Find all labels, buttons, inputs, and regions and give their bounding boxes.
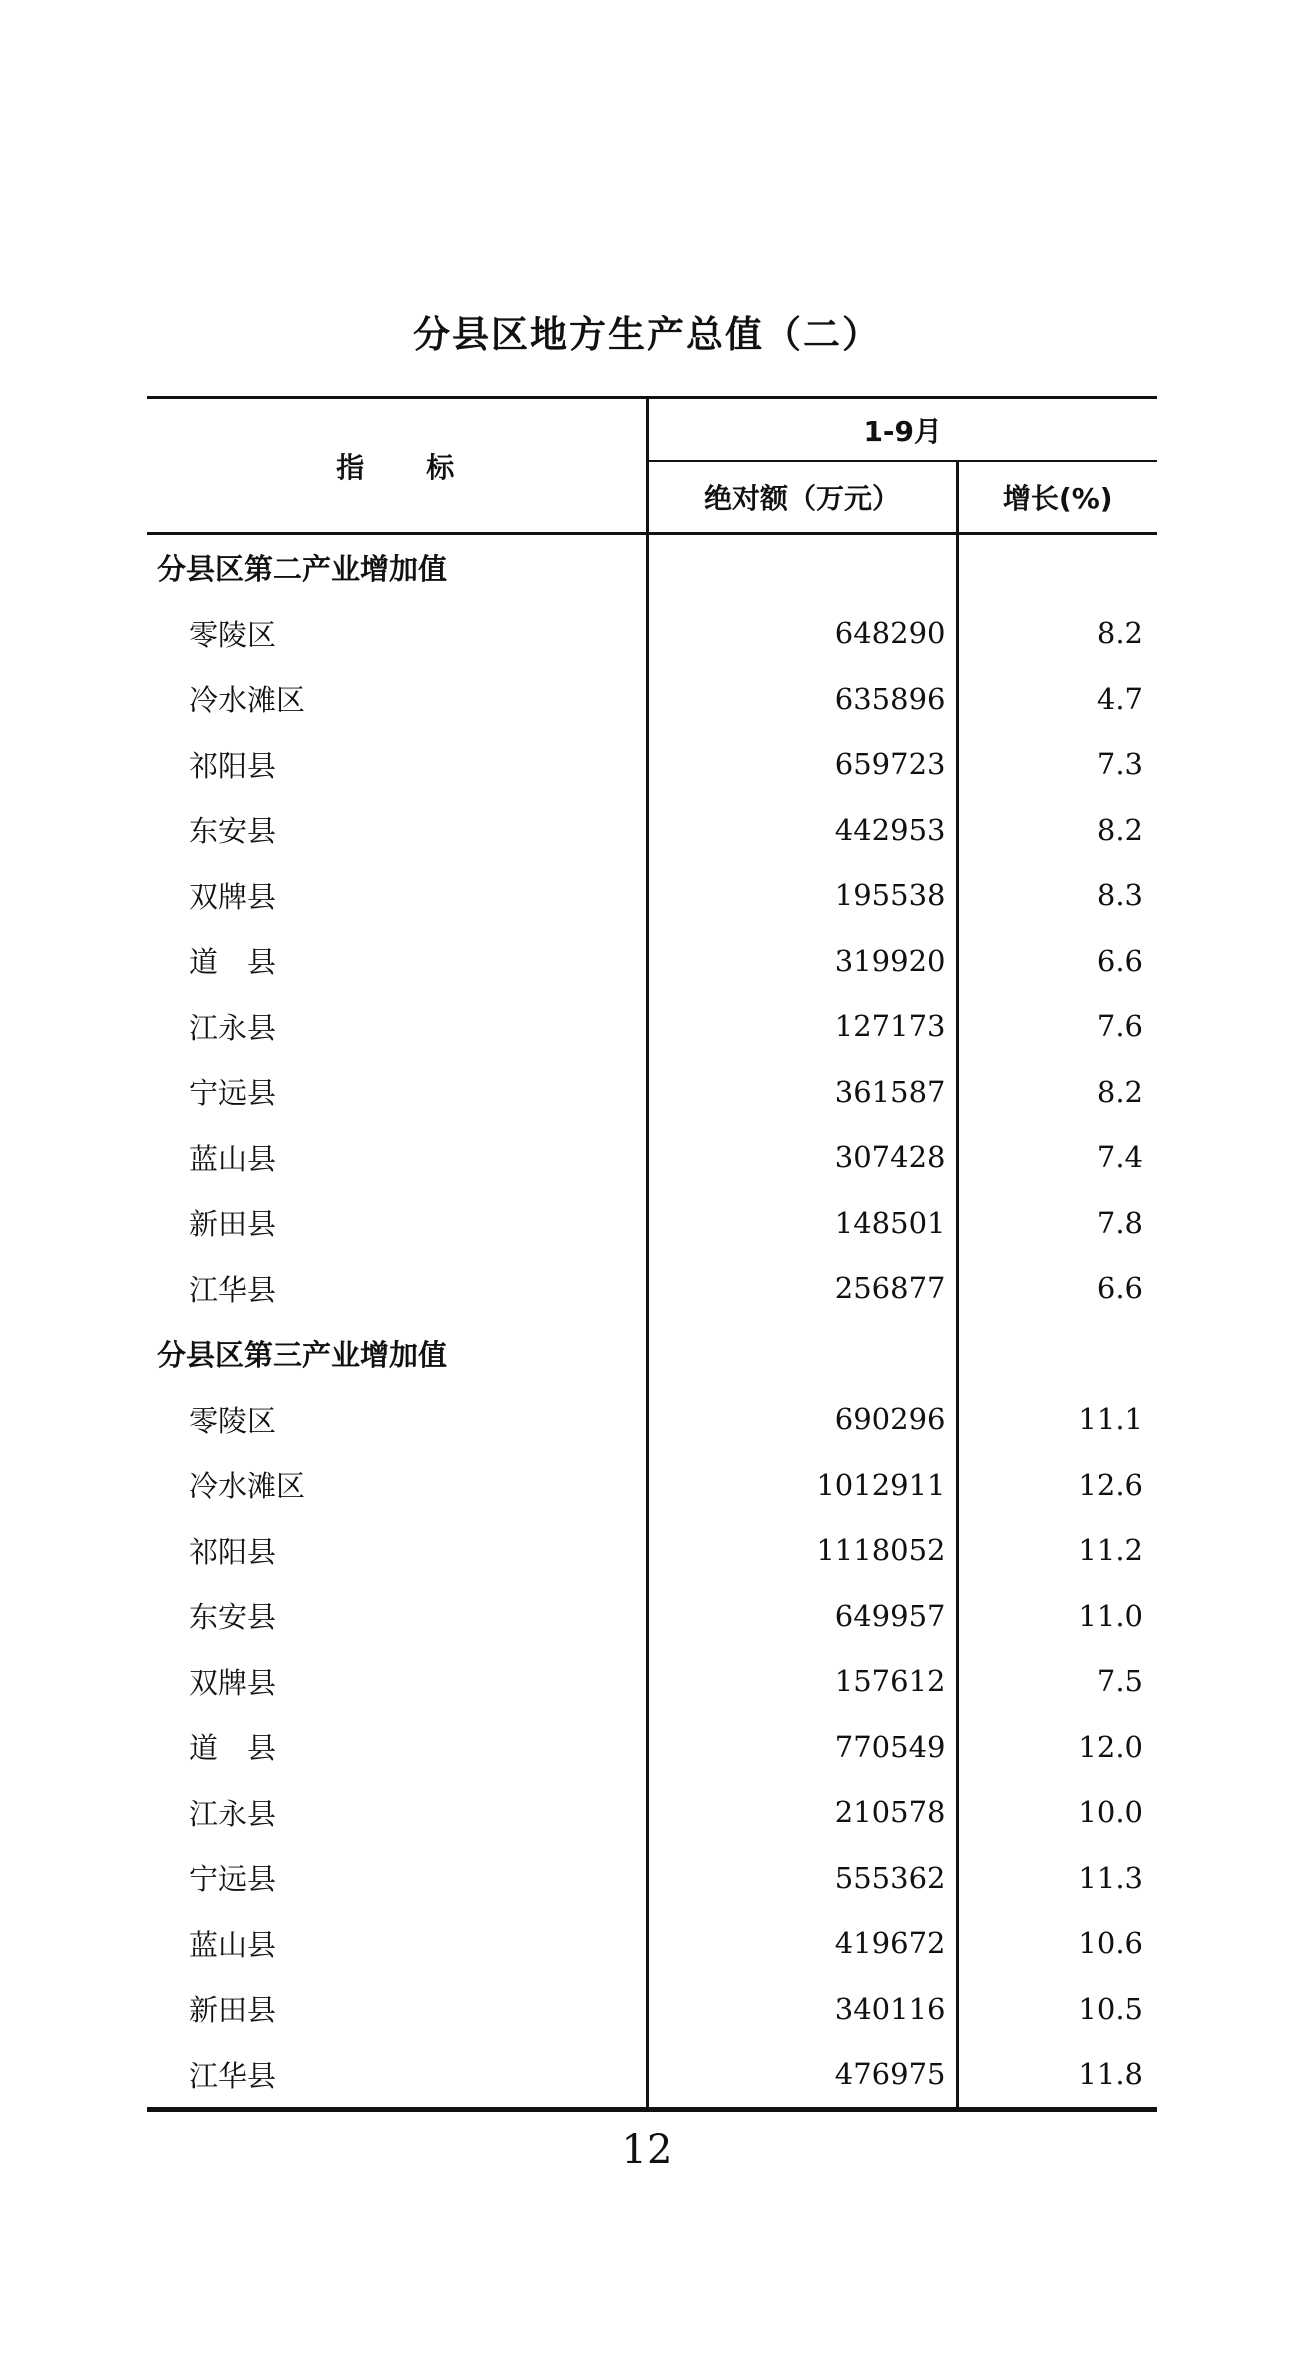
table-row xyxy=(147,732,1157,798)
growth-value: 11.8 xyxy=(957,2042,1157,2110)
table-row xyxy=(147,1845,1157,1911)
table-row xyxy=(147,1583,1157,1649)
absolute-value: 659723 xyxy=(647,732,957,798)
absolute-value: 157612 xyxy=(647,1649,957,1715)
table-row xyxy=(147,797,1157,863)
county-name: 祁阳县 xyxy=(189,1534,277,1569)
county-name: 江永县 xyxy=(189,1010,277,1045)
table-row xyxy=(147,1387,1157,1453)
county-name: 蓝山县 xyxy=(189,1141,277,1176)
growth-column-header: 增长(%) xyxy=(957,461,1157,534)
empty-cell xyxy=(957,534,1157,601)
absolute-value: 690296 xyxy=(647,1387,957,1453)
statistics-table xyxy=(147,396,1157,2112)
table-row xyxy=(147,1452,1157,1518)
table-row xyxy=(147,1190,1157,1256)
table-row xyxy=(147,1059,1157,1125)
section-label: 分县区第三产业增加值 xyxy=(157,1338,448,1373)
absolute-value: 555362 xyxy=(647,1845,957,1911)
absolute-value: 319920 xyxy=(647,928,957,994)
growth-value: 10.0 xyxy=(957,1780,1157,1846)
growth-value: 8.2 xyxy=(957,1059,1157,1125)
growth-value: 11.3 xyxy=(957,1845,1157,1911)
county-name: 江华县 xyxy=(147,2042,647,2110)
table-row xyxy=(147,2042,1157,2110)
absolute-value: 340116 xyxy=(647,1976,957,2042)
empty-cell xyxy=(647,1321,957,1387)
county-name: 道 县 xyxy=(189,1731,277,1766)
empty-cell xyxy=(957,1321,1157,1387)
absolute-value: 361587 xyxy=(647,1059,957,1125)
county-name: 东安县 xyxy=(189,1600,277,1635)
growth-value: 6.6 xyxy=(957,1256,1157,1322)
absolute-value: 195538 xyxy=(647,863,957,929)
absolute-value: 256877 xyxy=(647,1256,957,1322)
growth-value: 7.4 xyxy=(957,1125,1157,1191)
growth-value: 6.6 xyxy=(957,928,1157,994)
page-number: 12 xyxy=(621,2127,673,2173)
absolute-value: 307428 xyxy=(647,1125,957,1191)
absolute-value: 476975 xyxy=(647,2042,957,2110)
table-row xyxy=(147,666,1157,732)
empty-cell xyxy=(647,534,957,601)
county-name: 江永县 xyxy=(189,1796,277,1831)
absolute-value: 635896 xyxy=(647,666,957,732)
growth-value: 7.8 xyxy=(957,1190,1157,1256)
county-name: 蓝山县 xyxy=(189,1927,277,1962)
absolute-value: 419672 xyxy=(647,1911,957,1977)
table-row xyxy=(147,1714,1157,1780)
section-label: 分县区第二产业增加值 xyxy=(157,552,448,587)
growth-value: 11.1 xyxy=(957,1387,1157,1453)
county-name: 宁远县 xyxy=(189,1076,277,1111)
growth-value: 12.6 xyxy=(957,1452,1157,1518)
absolute-value: 1012911 xyxy=(647,1452,957,1518)
county-name: 冷水滩区 xyxy=(189,1469,306,1504)
county-name: 零陵区 xyxy=(189,617,277,652)
growth-value: 12.0 xyxy=(957,1714,1157,1780)
absolute-value: 1118052 xyxy=(647,1518,957,1584)
page-title: 分县区地方生产总值（二） xyxy=(413,313,881,356)
county-name: 零陵区 xyxy=(189,1403,277,1438)
county-name: 宁远县 xyxy=(189,1862,277,1897)
county-name: 新田县 xyxy=(189,1993,277,2028)
county-name: 江华县 xyxy=(189,1272,277,1307)
growth-value: 7.3 xyxy=(957,732,1157,798)
indicator-column-header: 指 标 xyxy=(147,398,647,534)
county-name: 祁阳县 xyxy=(189,748,277,783)
table-row xyxy=(147,601,1157,667)
county-name: 道 县 xyxy=(189,945,277,980)
table-row xyxy=(147,863,1157,929)
table-body xyxy=(147,534,1157,2110)
county-name: 东安县 xyxy=(189,814,277,849)
absolute-value: 127173 xyxy=(647,994,957,1060)
growth-value: 7.5 xyxy=(957,1649,1157,1715)
county-name: 双牌县 xyxy=(189,879,277,914)
period-column-header: 1-9月 xyxy=(647,398,1157,462)
section-row xyxy=(147,1321,1157,1387)
section-row xyxy=(147,534,1157,601)
growth-value: 10.5 xyxy=(957,1976,1157,2042)
county-name: 新田县 xyxy=(189,1207,277,1242)
growth-value: 11.0 xyxy=(957,1583,1157,1649)
county-name: 冷水滩区 xyxy=(189,683,306,718)
absolute-value: 210578 xyxy=(647,1780,957,1846)
table-row xyxy=(147,1911,1157,1977)
table-row xyxy=(147,1256,1157,1322)
absolute-value: 649957 xyxy=(647,1583,957,1649)
table-row xyxy=(147,994,1157,1060)
growth-value: 11.2 xyxy=(957,1518,1157,1584)
absolute-value: 148501 xyxy=(647,1190,957,1256)
table-row xyxy=(147,1976,1157,2042)
absolute-column-header: 绝对额（万元） xyxy=(647,461,957,534)
table-row xyxy=(147,1518,1157,1584)
table-row xyxy=(147,1125,1157,1191)
growth-value: 7.6 xyxy=(957,994,1157,1060)
growth-value: 8.2 xyxy=(957,797,1157,863)
growth-value: 4.7 xyxy=(957,666,1157,732)
absolute-value: 648290 xyxy=(647,601,957,667)
table-row xyxy=(147,1649,1157,1715)
growth-value: 10.6 xyxy=(957,1911,1157,1977)
absolute-value: 442953 xyxy=(647,797,957,863)
table-row xyxy=(147,1780,1157,1846)
absolute-value: 770549 xyxy=(647,1714,957,1780)
growth-value: 8.3 xyxy=(957,863,1157,929)
table-row xyxy=(147,928,1157,994)
county-name: 双牌县 xyxy=(189,1665,277,1700)
growth-value: 8.2 xyxy=(957,601,1157,667)
